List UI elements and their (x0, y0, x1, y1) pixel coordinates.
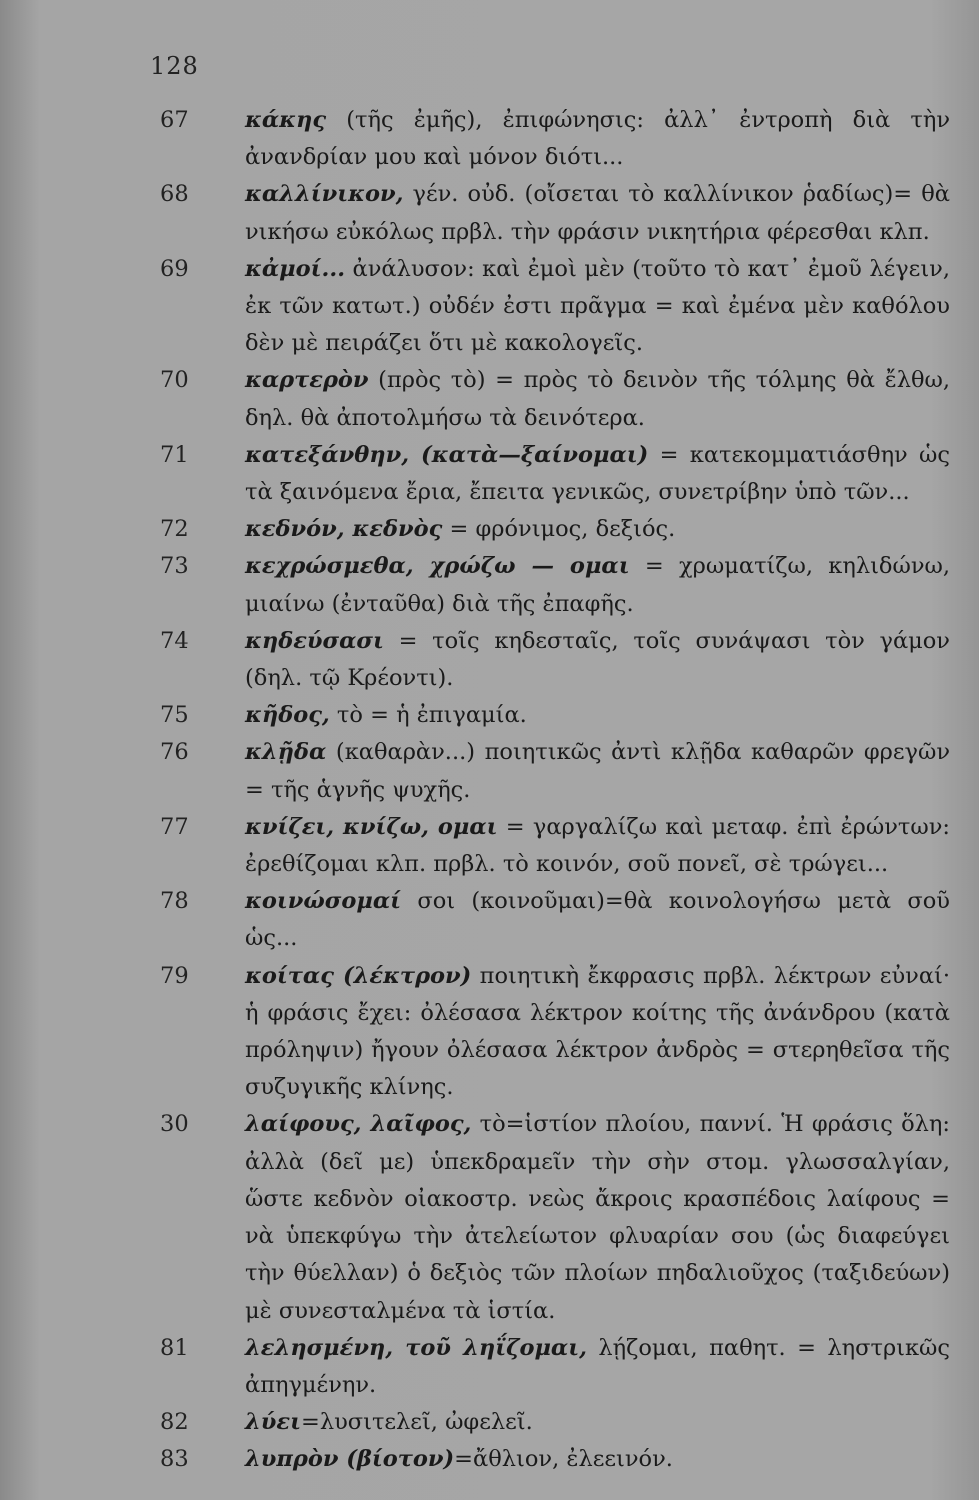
glossary-entry (160, 437, 950, 511)
entry-gloss: σοι (κοινοῦμαι)=θὰ κοινολογήσω μετὰ σοῦ ὡς... (245, 888, 950, 952)
glossary-entry (160, 883, 950, 957)
entry-gloss: = χρωματίζω, κηλιδώνω, μιαίνω (ἐνταῦθα) διὰ τῆς ἐπαφῆς. (245, 553, 951, 617)
entry-lemma: λελησμένη, τοῦ ληΐζομαι, (245, 1334, 587, 1361)
entry-gloss: = τοῖς κηδεσταῖς, τοῖς συνάψασι τὸν γάμον (δηλ. τῷ Κρέοντι). (245, 627, 950, 692)
glossary-entry (160, 251, 950, 363)
glossary-entry (160, 697, 950, 734)
glossary-entry (160, 511, 950, 548)
entry-lemma: κηδεύσασι (245, 627, 384, 654)
glossary-list (160, 102, 950, 1479)
entry-lemma: κεχρώσμεθα, χρώζω — ομαι (245, 553, 630, 580)
glossary-entry (160, 1441, 950, 1478)
glossary-entry (160, 102, 950, 176)
entry-lemma: κοινώσομαί (245, 888, 402, 915)
entry-number: 82 (160, 1409, 189, 1436)
entry-number: 83 (160, 1446, 189, 1473)
entry-gloss: (τῆς ἐμῆς), ἐπιφώνησις: ἀλλ᾽ ἐντροπὴ διὰ τὴν ἀνανδρίαν μου καὶ μόνον διότι... (245, 107, 950, 171)
glossary-entry (160, 809, 950, 883)
entry-lemma: κῆδος, (245, 702, 330, 729)
glossary-entry (160, 362, 950, 436)
entry-number: 68 (160, 181, 189, 208)
entry-number: 81 (160, 1334, 189, 1361)
entry-number: 72 (160, 516, 189, 543)
entry-number: 79 (160, 962, 189, 989)
entry-lemma: κεδνόν, κεδνὸς (245, 516, 443, 543)
entry-lemma: λυπρὸν (βίοτον) (245, 1446, 455, 1473)
entry-gloss: (πρὸς τὸ) = πρὸς τὸ δεινὸν τῆς τόλμης θὰ ἔλθω, δηλ. θὰ ἀποτολμήσω τὰ δεινότερα. (245, 367, 950, 431)
glossary-entry (160, 958, 950, 1107)
glossary-entry (160, 1404, 950, 1441)
glossary-entry (160, 1330, 950, 1404)
entry-lemma: κνίζει, κνίζω, ομαι (245, 813, 498, 840)
page-number: 128 (150, 52, 199, 80)
entry-number: 67 (160, 107, 189, 133)
entry-number: 78 (160, 888, 189, 915)
entry-lemma: λαίφους, λαῖφος, (245, 1111, 472, 1138)
entry-lemma: κἀμοί... (245, 255, 346, 282)
entry-lemma: κοίτας (λέκτρον) (245, 962, 472, 989)
entry-gloss: =ἄθλιον, ἐλεεινόν. (454, 1446, 673, 1473)
glossary-entry (160, 734, 950, 808)
entry-lemma: λύει (245, 1409, 301, 1436)
entry-number: 74 (160, 627, 189, 654)
entry-gloss: =λυσιτελεῖ, ὠφελεῖ. (300, 1409, 533, 1436)
entry-lemma: καρτερὸν (245, 367, 369, 394)
entry-gloss: = φρόνιμος, δεξιός. (442, 516, 676, 543)
entry-gloss: τὸ = ἡ ἐπιγαμία. (329, 702, 527, 729)
entry-number: 73 (160, 553, 189, 580)
entry-gloss: τὸ=ἱστίον πλοίου, παννί. Ἡ φράσις ὅλη: ἀλλὰ (δεῖ με) ὑπεκδραμεῖν τὴν σὴν στομ. γλωσσαλγίαν, ὥστε κεδνὸν οἰακοστρ. νεὼς ἄκροις κρασπέδοις λαίφους = νὰ ὑπεκφύγω τὴν ἀτελείωτον φλυαρίαν σου (ὡς διαφεύγει τὴν θύελλαν) ὁ δεξιὸς τῶν πλοίων πηδαλιοῦχος (ταξιδεύων) μὲ συνεσταλμένα τὰ ἱστία. (245, 1111, 950, 1324)
entry-number: 76 (160, 739, 189, 766)
entry-gloss: λῄζομαι, παθητ. = ληστρικῶς ἀπηγμένην. (245, 1334, 951, 1398)
entry-number: 69 (160, 255, 189, 282)
entry-gloss: ἀνάλυσον: καὶ ἐμοὶ μὲν (τοῦτο τὸ κατ᾽ ἐμοῦ λέγειν, ἐκ τῶν κατωτ.) οὐδέν ἐστι πρᾶγμα = καὶ ἐμένα μὲν καθόλου δὲν μὲ πειράζει ὅτι μὲ κακολογεῖς. (245, 255, 950, 357)
entry-number: 77 (160, 813, 189, 840)
glossary-entry (160, 176, 950, 250)
glossary-entry (160, 623, 950, 697)
entry-gloss: = γαργαλίζω καὶ μεταφ. ἐπὶ ἐρώντων: ἐρεθίζομαι κλπ. πρβλ. τὸ κοινόν, σοῦ πονεῖ, σὲ τρώγει... (245, 813, 950, 878)
entry-gloss: = κατεκομματιάσθην ὡς τὰ ξαινόμενα ἔρια, ἔπειτα γενικῶς, συνετρίβην ὑπὸ τῶν... (245, 441, 950, 506)
entry-lemma: κάκης (245, 107, 327, 133)
entry-gloss: (καθαρὰν...) ποιητικῶς ἀντὶ κλῇδα καθαρῶν φρεγῶν = τῆς ἁγνῆς ψυχῆς. (245, 739, 950, 803)
entry-number: 30 (160, 1111, 189, 1138)
glossary-entry (160, 1106, 950, 1329)
entry-number: 70 (160, 367, 189, 394)
entry-number: 75 (160, 702, 189, 729)
entry-lemma: καλλίνικον, (245, 181, 404, 208)
entry-gloss: γέν. οὐδ. (οἴσεται τὸ καλλίνικον ῥαδίως)= θὰ νικήσω εὐκόλως πρβλ. τὴν φράσιν νικητήρια φέρεσθαι κλπ. (245, 181, 950, 245)
entry-lemma: κλῇδα (245, 739, 327, 766)
entry-lemma: κατεξάνθην, (κατὰ—ξαίνομαι) (245, 441, 649, 468)
glossary-entry (160, 548, 950, 622)
entry-gloss: ποιητικὴ ἔκφρασις πρβλ. λέκτρων εὐναί· ἡ φράσις ἔχει: ὀλέσασα λέκτρον κοίτης τῆς ἀνάνδρου (κατὰ πρόληψιν) ἤγουν ὀλέσασα λέκτρον ἀνδρὸς = στερηθεῖσα τῆς συζυγικῆς κλίνης. (245, 962, 950, 1101)
entry-number: 71 (160, 441, 189, 468)
